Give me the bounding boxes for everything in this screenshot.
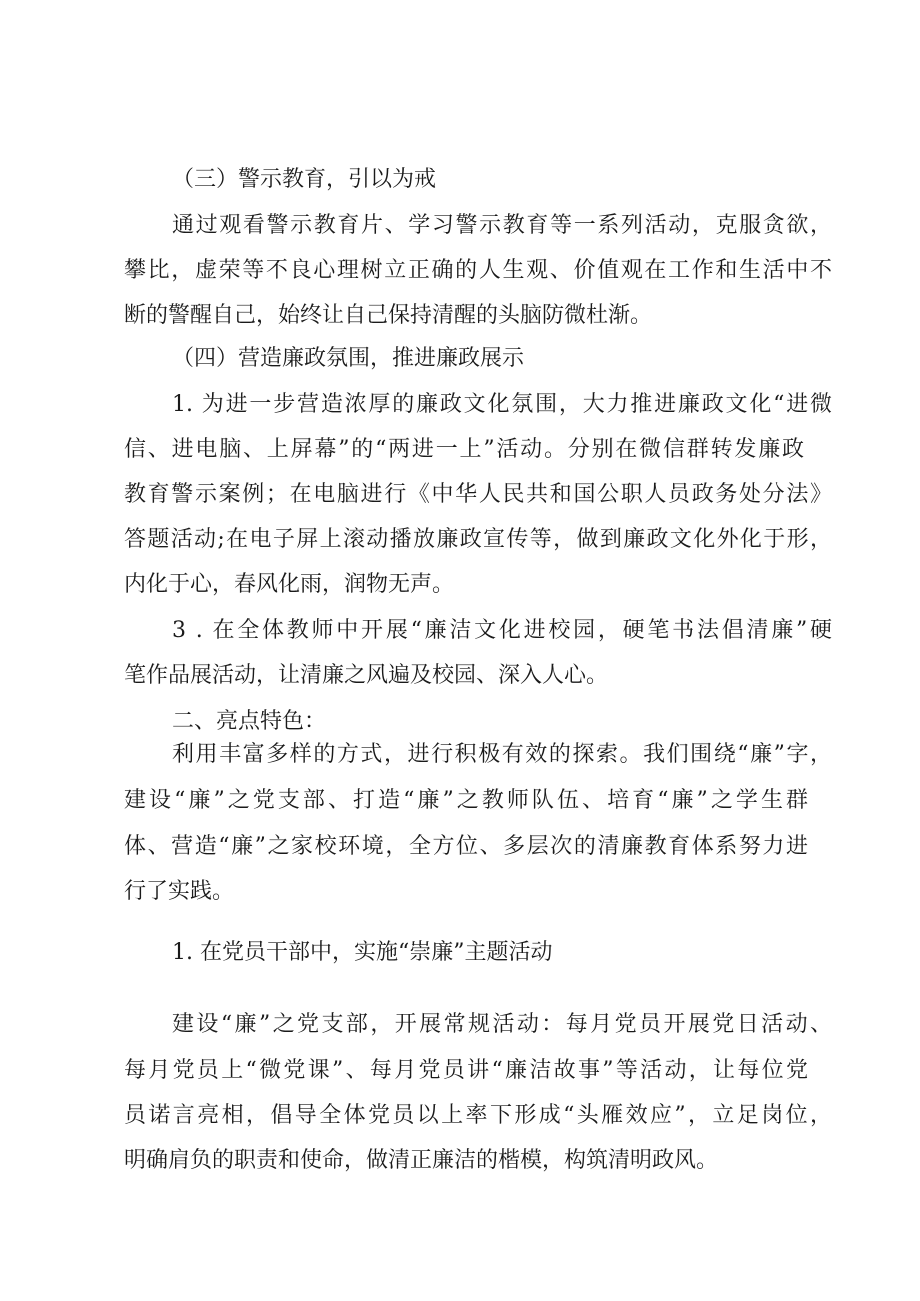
section-4-item-1-line: 内化于心，春风化雨，润物无声。 bbox=[124, 572, 455, 597]
highlights-item-1-line: 员诺言亮相，倡导全体党员以上率下形成“头雁效应”，立足岗位， bbox=[124, 1103, 832, 1128]
highlights-body-line: 体、营造“廉”之家校环境，全方位、多层次的清廉教育体系努力进 bbox=[124, 834, 808, 859]
highlights-body-line: 行了实践。 bbox=[124, 879, 235, 904]
section-3-heading: （三）警示教育，引以为戒 bbox=[172, 167, 437, 192]
section-4-item-3-line: 3 . 在全体教师中开展“廉洁文化进校园，硬笔书法倡清廉”硬 bbox=[172, 618, 832, 643]
section-4-item-1-line: 答题活动;在电子屏上滚动播放廉政宣传等，做到廉政文化外化于形， bbox=[124, 527, 832, 552]
section-4-item-1-line: 1. 为进一步营造浓厚的廉政文化氛围，大力推进廉政文化“进微 bbox=[172, 392, 832, 417]
highlights-item-1-line: 明确肩负的职责和使命，做清正廉洁的楷模，构筑清明政风。 bbox=[124, 1148, 719, 1173]
section-4-item-1-line: 信、进电脑、上屏幕”的“两进一上”活动。分别在微信群转发廉政 bbox=[124, 437, 804, 462]
highlights-item-1-line: 建设“廉”之党支部，开展常规活动：每月党员开展党日活动、 bbox=[172, 1012, 832, 1037]
highlights-body-line: 建设“廉”之党支部、打造“廉”之教师队伍、培育“廉”之学生群 bbox=[124, 788, 808, 813]
section-3-body-line: 断的警醒自己，始终让自己保持清醒的头脑防微杜渐。 bbox=[124, 303, 653, 328]
highlights-item-1-line: 每月党员上“微党课”、每月党员讲“廉洁故事”等活动，让每位党 bbox=[124, 1058, 808, 1083]
section-3-body-line: 攀比，虚荣等不良心理树立正确的人生观、价值观在工作和生活中不 bbox=[124, 258, 832, 283]
highlights-heading: 二、亮点特色： bbox=[172, 709, 327, 734]
highlights-body-line: 利用丰富多样的方式，进行积极有效的探索。我们围绕“廉”字， bbox=[172, 742, 832, 767]
section-3-body-line: 通过观看警示教育片、学习警示教育等一系列活动，克服贪欲， bbox=[172, 213, 832, 238]
section-4-heading: （四）营造廉政氛围，推进廉政展示 bbox=[172, 346, 525, 371]
section-4-item-1-line: 教育警示案例；在电脑进行《中华人民共和国公职人员政务处分法》 bbox=[124, 482, 832, 507]
highlights-item-1-title: 1. 在党员干部中，实施“崇廉”主题活动 bbox=[172, 940, 553, 965]
section-4-item-3-line: 笔作品展活动，让清廉之风遍及校园、深入人心。 bbox=[124, 663, 609, 688]
